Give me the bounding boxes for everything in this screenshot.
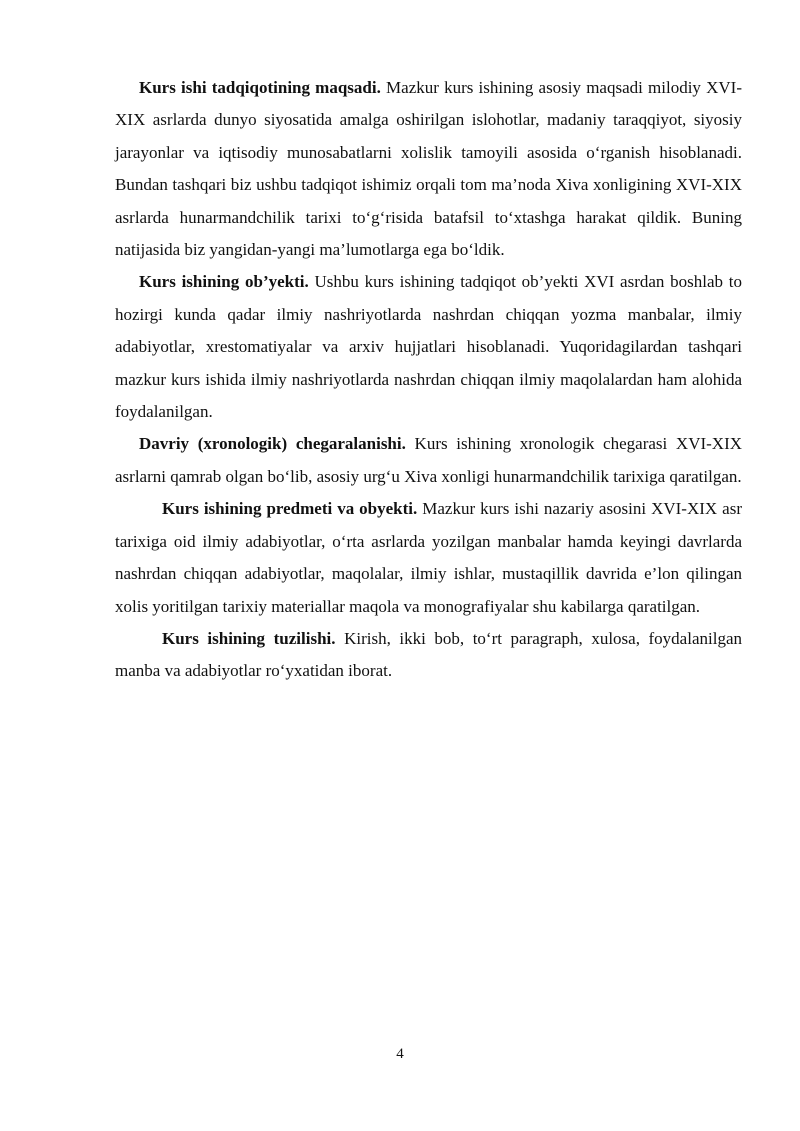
paragraph-heading: Kurs ishining tuzilishi. xyxy=(162,628,336,648)
paragraph-chronology xyxy=(115,428,742,493)
paragraph-body: Kirish, ikki bob, to‘rt paragraph, xulosa, foydalanilgan manba va adabiyotlar ro‘yxatidan iborat. xyxy=(115,628,742,681)
paragraph-object xyxy=(115,266,742,428)
paragraph-subject xyxy=(115,493,742,623)
paragraph-body: Ushbu kurs ishining tadqiqot ob’yekti XVI asrdan boshlab to hozirgi kunda qadar ilmiy nashriyotlarda nashrdan chiqqan yozma manbalar, ilmiy adabiyotlar, xrestomatiyalar va arxiv hujjatlari hisoblanadi. Yuqoridagilardan tashqari mazkur kurs ishida ilmiy nashriyotlarda nashrdan chiqqan ilmiy maqolalardan ham alohida foydalanilgan. xyxy=(115,272,742,422)
paragraph-body: Mazkur kurs ishining asosiy maqsadi milodiy XVI-XIX asrlarda dunyo siyosatida amalga oshirilgan islohotlar, madaniy taraqqiyot, siyosiy jarayonlar va iqtisodiy munosabatlarni xolislik tamoyili asosida o‘rganish hisoblanadi. Bundan tashqari biz ushbu tadqiqot ishimiz orqali tom ma’noda Xiva xonligining XVI-XIX asrlarda hunarmandchilik tarixi to‘g‘risida batafsil to‘xtashga harakat qildik. Buning natijasida biz yangidan-yangi ma’lumotlarga ega bo‘ldik. xyxy=(115,78,742,260)
paragraph-structure xyxy=(115,623,742,688)
page-number: 4 xyxy=(396,1046,404,1062)
paragraph-heading: Davriy (xronologik) chegaralanishi. xyxy=(139,434,406,454)
paragraph-heading: Kurs ishining ob’yekti. xyxy=(139,272,309,292)
paragraph-body: Mazkur kurs ishi nazariy asosini XVI-XIX asr tarixiga oid ilmiy adabiyotlar, o‘rta asrlarda yozilgan manbalar hamda keyingi davrlarda nashrdan chiqqan adabiyotlar, maqolalar, ilmiy ishlar, mustaqillik davrida e’lon qilingan xolis yoritilgan tarixiy materiallar maqola va monografiyalar shu kabilarga qaratilgan. xyxy=(115,499,742,616)
paragraph-heading: Kurs ishining predmeti va obyekti. xyxy=(162,499,418,519)
document-page xyxy=(115,72,742,688)
paragraph-heading: Kurs ishi tadqiqotining maqsadi. xyxy=(139,78,381,97)
paragraph-body: Kurs ishining xronologik chegarasi XVI-XIX asrlarni qamrab olgan bo‘lib, asosiy urg‘u Xiva xonligi hunarmandchilik tarixiga qaratilgan. xyxy=(115,434,743,486)
paragraph-purpose xyxy=(115,72,742,266)
